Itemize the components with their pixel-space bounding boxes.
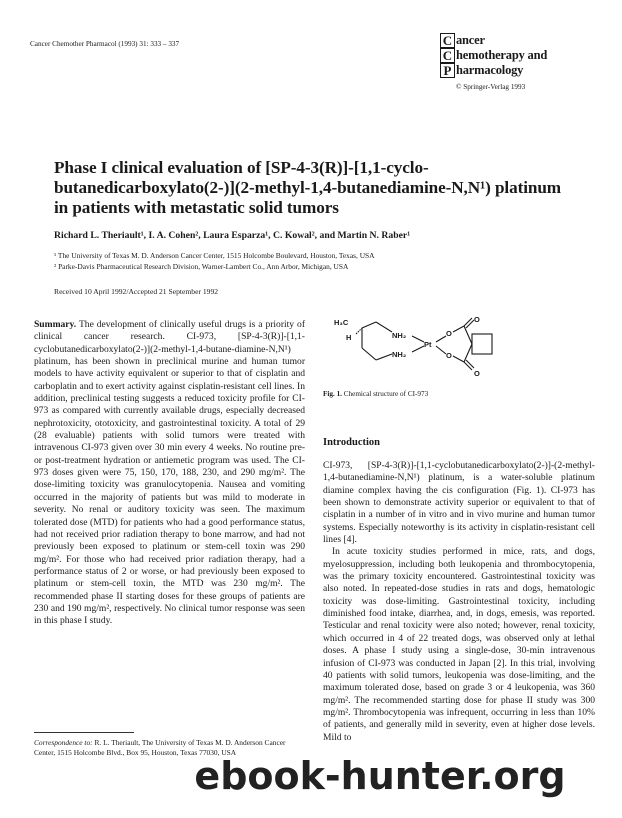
article-title: Phase I clinical evaluation of [SP-4-3(R)]-[1,1-cyclo-butanedicarboxylato(2-)](2-methyl-1,4-butanediamine-N,N¹) platinum in patients with metastatic solid tumors <box>54 158 562 217</box>
logo-row-pharmacology <box>440 63 590 78</box>
carbonyl-oxygen-top: O <box>474 316 480 324</box>
abstract <box>34 319 305 628</box>
watermark: ebook-hunter.org <box>194 754 566 798</box>
correspondence-label: Correspondence to: <box>34 738 93 747</box>
chemical-structure-figure <box>332 316 507 378</box>
logo-letter: P <box>440 63 455 78</box>
logo-word: hemotherapy and <box>456 48 548 62</box>
logo-letter: C <box>440 33 455 48</box>
affiliation-2: ² Parke-Davis Pharmaceutical Research Division, Warner-Lambert Co., Ann Arbor, Michigan, USA <box>54 262 349 271</box>
logo-row-cancer <box>440 33 590 48</box>
figure-caption <box>323 390 428 398</box>
received-dates: Received 10 April 1992/Accepted 21 September 1992 <box>54 287 219 296</box>
author-list: Richard L. Theriault¹, I. A. Cohen², Laura Esparza¹, C. Kowal², and Martin N. Raber¹ <box>54 230 411 241</box>
hydrogen-label: H <box>346 333 352 342</box>
oxygen-label-top: O <box>446 329 452 338</box>
figure-caption-text: Chemical structure of CI-973 <box>341 390 429 398</box>
correspondence-text: R. L. Theriault, The University of Texas M. D. Anderson Cancer Center, 1515 Holcombe Blvd., Box 95, Houston, Texas 77030, USA <box>34 738 286 757</box>
amine-label-top: NH₂ <box>392 331 407 340</box>
footnote-rule <box>34 732 134 733</box>
copyright-notice: © Springer-Verlag 1993 <box>456 83 526 91</box>
introduction-body <box>323 460 595 744</box>
affiliation-1: ¹ The University of Texas M. D. Anderson Cancer Center, 1515 Holcombe Boulevard, Houston, Texas, USA <box>54 251 375 260</box>
platinum-label: Pt <box>424 340 432 349</box>
journal-logo <box>440 33 590 78</box>
methyl-label: H₃C <box>334 318 349 327</box>
logo-row-chemotherapy <box>440 48 590 63</box>
figure-caption-label: Fig. 1. <box>323 390 342 398</box>
introduction-paragraph: In acute toxicity studies performed in mice, rats, and dogs, myelosuppression, including both leukopenia and thrombocytopenia, was the primary toxicity encountered. Gastrointestinal toxicity was also noted. In repeated-dose studies in rats and dogs, hematologic toxicity was dose-limiting. Gastrointestinal toxicity, including diminished food intake, diarrhea, and, in dogs, emesis, was reported. Testicular and renal toxicity were also noted; however, renal toxicity, which occurred in 4 of 22 treated dogs, was observed only at lethal doses. A phase I study using a single-dose, 30-min intravenous infusion of CI-973 was conducted in Japan [2]. In this trial, involving 40 patients with solid tumors, leukopenia was dose-limiting, and the maximum tolerated dose, based on grade 3 or 4 leukopenia, was 360 mg/m². The recommended starting dose for phase II study was 300 mg/m². Thrombocytopenia was infrequent, occurring in less than 10% of patients, and generally mild in severity, even at higher dose levels. Mild to <box>323 546 595 743</box>
oxygen-label-bottom: O <box>446 351 452 360</box>
journal-reference: Cancer Chemother Pharmacol (1993) 31: 333 – 337 <box>30 40 180 48</box>
logo-word: harmacology <box>456 63 524 77</box>
carbonyl-oxygen-bottom: O <box>474 369 480 378</box>
introduction-paragraph: CI-973, [SP-4-3(R)]-[1,1-cyclobutanedicarboxylato(2-)]-(2-methyl-1,4-butanediamine-N,N¹) platinum, is a water-soluble platinum diamine complex having the cis configuration (Fig. 1). CI-973 has been shown to demonstrate activity superior or equivalent to that of cisplatin in a number of in vitro and in vivo murine and human tumor systems. Especially noteworthy is its activity in cisplatin-resistant cell lines [4]. <box>323 460 595 546</box>
amine-label-bottom: NH₂ <box>392 350 407 359</box>
introduction-heading: Introduction <box>323 437 380 448</box>
logo-letter: C <box>440 48 455 63</box>
abstract-text: The development of clinically useful drugs is a priority of clinical cancer research. CI-973, [SP-4-3(R)]-[1,1-cyclobutanedicarboxylato(2-)](2-methyl-1,4-butane-diamine-N,N¹) platinum, has been shown in preclinical murine and human tumor models to have activity equivalent or superior to that of cisplatin and carboplatin and to exert activity against cisplatin-resistant cell lines. In addition, preclinical testing suggests a reduced toxicity profile for CI-973 as compared with currently available drugs, especially decreased nephrotoxicity, ototoxicity, and gastrointestinal toxicity. A total of 29 (28 evaluable) patients with solid tumors were treated with intravenous CI-973 given over 30 min every 4 weeks. No routine pre- or post-treatment hydration or antiemetic program was used. The CI-973 doses given were 75, 150, 170, 188, 230, and 290 mg/m². The dose-limiting toxicity was granulocytopenia. Nausea and vomiting occurred in the majority of patients but was mild to moderate in severity. No renal or auditory toxicity was seen. The maximum tolerated dose (MTD) for patients who had a good performance status, had not received prior radiation therapy to bone marrow, and had not previously been exposed to platinum or stem-cell toxin was 290 mg/m². For those who had received prior radiation therapy, had a performance status of 2 or worse, or had previously been exposed to platinum or stem-cell toxin, the MTD was 230 mg/m². The recommended phase II starting doses for these groups of patients are 230 and 190 mg/m², respectively. No clinical tumor response was seen in this phase I study. <box>34 319 305 627</box>
logo-word: ancer <box>456 33 485 47</box>
abstract-label: Summary. <box>34 319 77 330</box>
